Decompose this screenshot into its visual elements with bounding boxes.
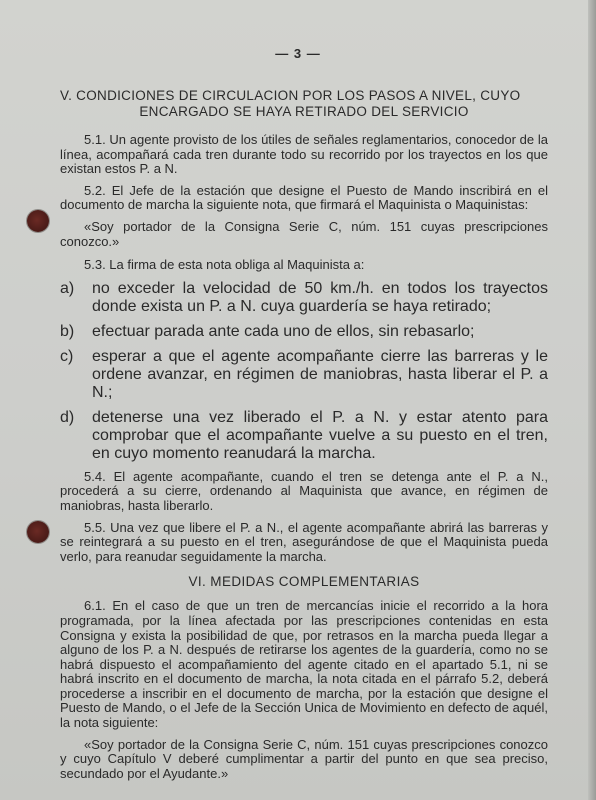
section-v-title-line1: V. CONDICIONES DE CIRCULACION POR LOS PASOS A NIVEL, CUYO (60, 88, 521, 103)
page-number: — 3 — (275, 46, 321, 61)
punch-hole (27, 521, 49, 543)
paragraph-5-3: 5.3. La firma de esta nota obliga al Maquinista a: (84, 257, 365, 273)
section-v-title-line2: ENCARGADO SE HAYA RETIRADO DEL SERVICIO (139, 104, 469, 119)
list-item (60, 280, 548, 316)
punch-hole (27, 210, 49, 232)
list-item-text: detenerse una vez liberado el P. a N. y estar atento para comprobar que el acompañante vuelve a su puesto en el tren, en cuyo momento reanudará la marcha. (92, 408, 548, 462)
page-edge (588, 0, 596, 800)
section-v-title (60, 88, 548, 120)
page-content (60, 88, 548, 790)
list-item-text: no exceder la velocidad de 50 km./h. en todos los trayectos donde exista un P. a N. cuya guardería se haya retirado; (92, 279, 548, 315)
list-marker: c) (60, 347, 74, 365)
list-marker: b) (60, 322, 75, 340)
list-item (60, 323, 548, 341)
list-item-text: efectuar parada ante cada uno de ellos, sin rebasarlo; (92, 322, 475, 340)
paragraph-5-4: 5.4. El agente acompañante, cuando el tren se detenga ante el P. a N., procederá a su cierre, ordenando al Maquinista que avance, en régimen de maniobras, hasta liberarlo. (60, 468, 548, 513)
list-marker: d) (60, 408, 75, 426)
quote-note-2: «Soy portador de la Consigna Serie C, núm. 151 cuyas prescripciones conozco y cuyo Capítulo V deberé cumplimentar a partir del punto en que sea preciso, secundado por el Ayudante.» (60, 736, 548, 781)
quote-note-1: «Soy portador de la Consigna Serie C, núm. 151 cuyas prescripciones conozco.» (60, 218, 548, 249)
paragraph-5-2: 5.2. El Jefe de la estación que designe el Puesto de Mando inscribirá en el documento de marcha la siguiente nota, que firmará el Maquinista o Maquinistas: (60, 182, 548, 213)
section-vi-title: VI. MEDIDAS COMPLEMENTARIAS (188, 574, 420, 590)
paragraph-5-1: 5.1. Un agente provisto de los útiles de señales reglamentarios, conocedor de la línea, acompañará cada tren durante todo su recorrido por los trayectos en los que existan estos P. a N. (60, 132, 548, 177)
paragraph-6-1: 6.1. En el caso de que un tren de mercancías inicie el recorrido a la hora programada, por la línea afectada por las prescripciones contenidas en esta Consigna y exista la posibilidad de que, por retrasos en la marcha pueda llegar a alguno de los P. a N. después de retirarse los agentes de la guardería, como no se habrá dispuesto el acompañamiento del agente citado en el apartado 5.1, ni se habrá inscrito en el documento de marcha, la nota citada en el párrafo 5.2, deberá procederse a inscribir en el documento de marcha, por la estación que designe el Puesto de Mando, o el Jefe de la Sección Unica de Movimiento en defecto de aquél, la nota siguiente: (60, 598, 548, 731)
list-item (60, 348, 548, 402)
list-marker: a) (60, 279, 75, 297)
paragraph-5-5: 5.5. Una vez que libere el P. a N., el agente acompañante abrirá las barreras y se reintegrará a su puesto en el tren, asegurándose de que el Maquinista pueda verlo, para reanudar seguidamente la marcha. (60, 519, 548, 564)
list-item-text: esperar a que el agente acompañante cierre las barreras y le ordene avanzar, en régimen de maniobras, hasta liberar el P. a N.; (92, 347, 548, 401)
list-item (60, 409, 548, 463)
